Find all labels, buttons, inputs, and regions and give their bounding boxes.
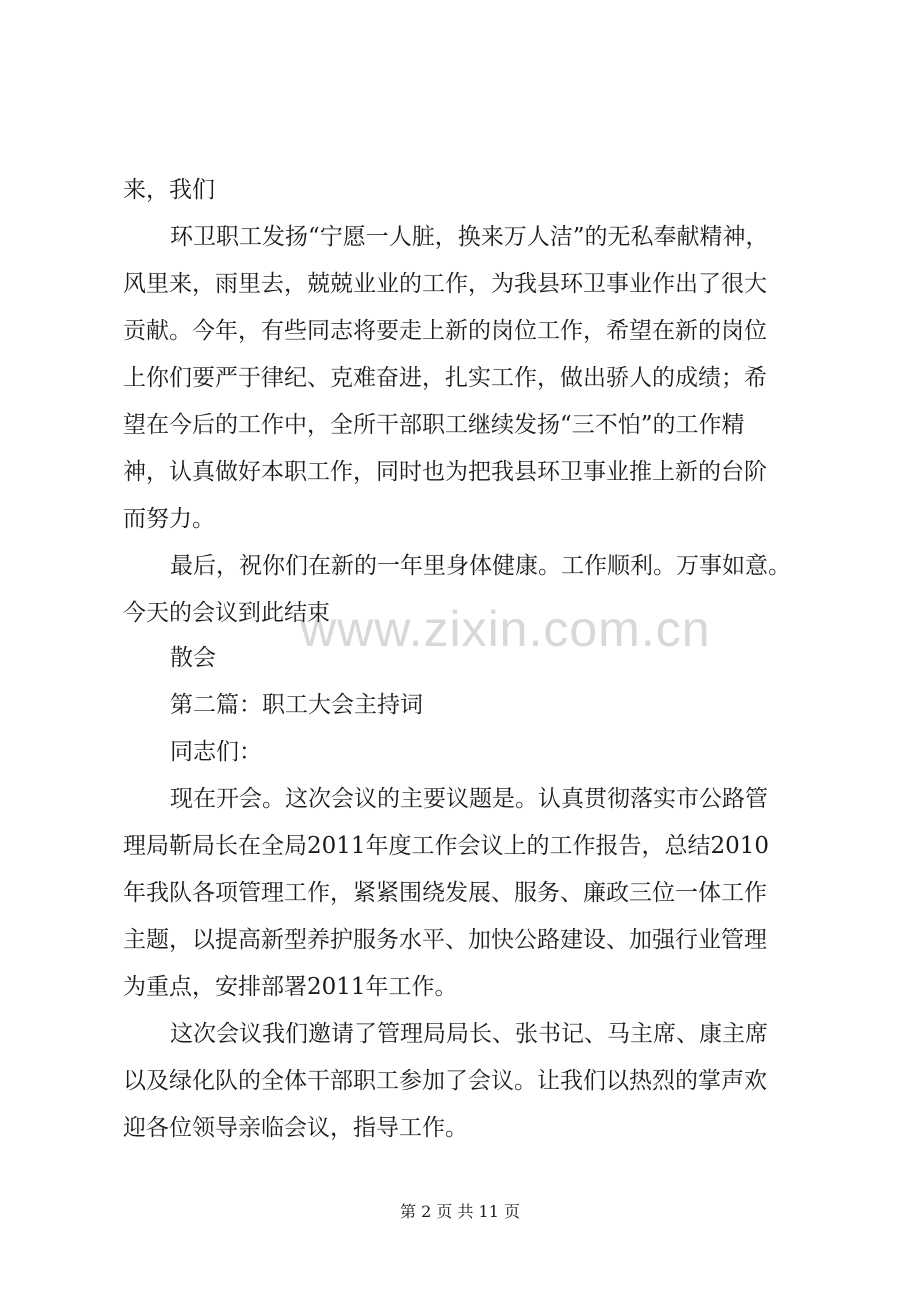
text-line: 环卫职工发扬“宁愿一人脏，换来万人洁”的无私奉献精神， [170, 224, 769, 250]
text-line: 最后，祝你们在新的一年里身体健康。工作顺利。万事如意。 [170, 553, 791, 579]
text-line: 理局靳局长在全局2011年度工作会议上的工作报告，总结2010 [123, 833, 770, 859]
text-line: 现在开会。这次会议的主要议题是。认真贯彻落实市公路管 [170, 786, 768, 812]
text-line: 年我队各项管理工作，紧紧围绕发展、服务、廉政三位一体工作 [123, 880, 767, 906]
text-line: 迎各位领导亲临会议，指导工作。 [123, 1115, 468, 1141]
text-line: 上你们要严于律纪、克难奋进，扎实工作，做出骄人的成绩；希 [123, 365, 767, 391]
text-line: 为重点，安排部署2011年工作。 [123, 974, 458, 1000]
text-line: 来，我们 [123, 177, 215, 203]
text-line: 而努力。 [123, 506, 215, 532]
section-heading: 第二篇：职工大会主持词 [170, 692, 423, 718]
text-line: 望在今后的工作中，全所干部职工继续发扬“三不怕”的工作精 [123, 412, 745, 438]
page-number-footer: 第 2 页 共 11 页 [400, 1202, 520, 1221]
watermark: www.zixin.com.cn [300, 601, 711, 657]
text-line: 散会 [170, 645, 216, 671]
text-line: 主题，以提高新型养护服务水平、加快公路建设、加强行业管理 [123, 927, 767, 953]
text-line: 风里来，雨里去，兢兢业业的工作，为我县环卫事业作出了很大 [123, 271, 767, 297]
text-line: 以及绿化队的全体干部职工参加了会议。让我们以热烈的掌声欢 [123, 1068, 767, 1094]
text-line: 今天的会议到此结束 [123, 600, 330, 626]
salutation: 同志们： [170, 739, 262, 765]
text-line: 神，认真做好本职工作，同时也为把我县环卫事业推上新的台阶 [123, 459, 767, 485]
text-line: 贡献。今年，有些同志将要走上新的岗位工作，希望在新的岗位 [123, 318, 767, 344]
text-line: 这次会议我们邀请了管理局局长、张书记、马主席、康主席 [170, 1021, 768, 1047]
